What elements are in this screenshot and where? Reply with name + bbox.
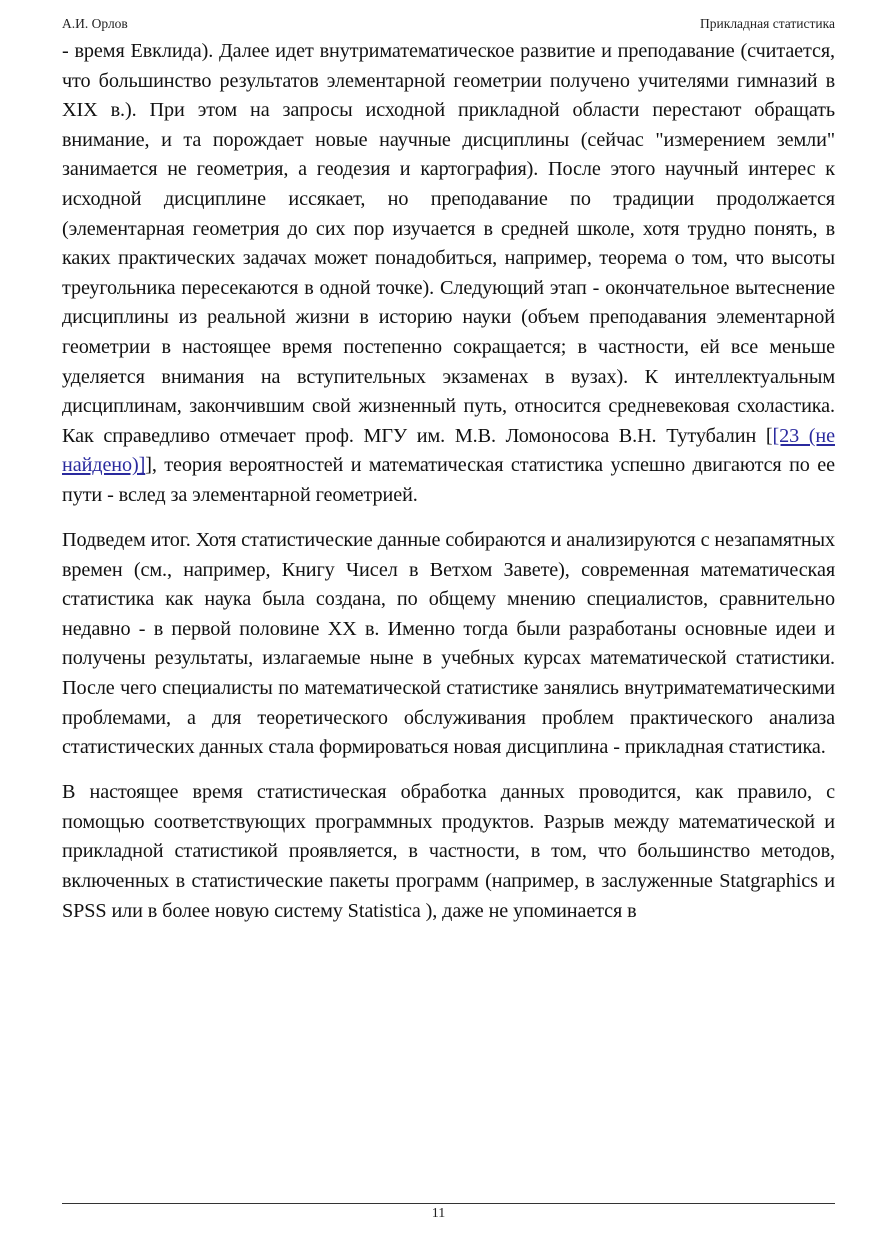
paragraph: В настоящее время статистическая обработка данных проводится, как правило, с помощью соответствующих программных продуктов. Разрыв между математической и прикладной статистикой проявляется, в частности, в том, что большинство методов, включенных в статистические пакеты программ (например, в заслуженные Statgraphics и SPSS или в более новую систему Statistica ), даже не упоминается в <box>62 781 835 922</box>
page-content <box>62 37 835 926</box>
page-number: 11 <box>431 1206 446 1221</box>
header-title: Прикладная статистика <box>700 16 835 31</box>
paragraph <box>62 37 835 511</box>
paragraph-text: - время Евклида). Далее идет внутриматематическое развитие и преподавание (считается, что большинство результатов элементарной геометрии получено учителями гимназий в XIX в.). При этом на запросы исходной прикладной области перестают обращать внимание, и та порождает новые научные дисциплины (сейчас "измерением земли" занимается не геометрия, а геодезия и картография). После этого научный интерес к исходной дисциплине иссякает, но преподавание по традиции продолжается (элементарная геометрия до сих пор изучается в средней школе, хотя трудно понять, в каких практических задачах может понадобиться, например, теорема о том, что высоты треугольника пересекаются в одной точке). Следующий этап - окончательное вытеснение дисциплины из реальной жизни в историю науки (объем преподавания элементарной геометрии в настоящее время постепенно сокращается; в частности, ей все меньше уделяется внимания на вступительных экзаменах в вузах). К интеллектуальным дисциплинам, закончившим свой жизненный путь, относится средневековая схоластика. Как справедливо отмечает проф. МГУ им. М.В. Ломоносова В.Н. Тутубалин [ <box>62 40 835 447</box>
paragraph: Подведем итог. Хотя статистические данные собираются и анализируются с незапамятных времен (см., например, Книгу Чисел в Ветхом Завете), современная математическая статистика как наука была создана, по общему мнению специалистов, сравнительно недавно - в первой половине XX в. Именно тогда были разработаны основные идеи и получены результаты, излагаемые ныне в учебных курсах математической статистики. После чего специалисты по математической статистике занялись внутриматематическими проблемами, а для теоретического обслуживания проблем практического анализа статистических данных стала формироваться новая дисциплина - прикладная статистика. <box>62 529 835 759</box>
paragraph-text: ], теория вероятностей и математическая статистика успешно двигаются по ее пути - вслед за элементарной геометрией. <box>62 454 835 506</box>
citation-link[interactable]: [23 (не найдено)] <box>62 424 835 477</box>
header-author: А.И. Орлов <box>62 16 128 31</box>
footer-rule <box>62 1203 835 1204</box>
